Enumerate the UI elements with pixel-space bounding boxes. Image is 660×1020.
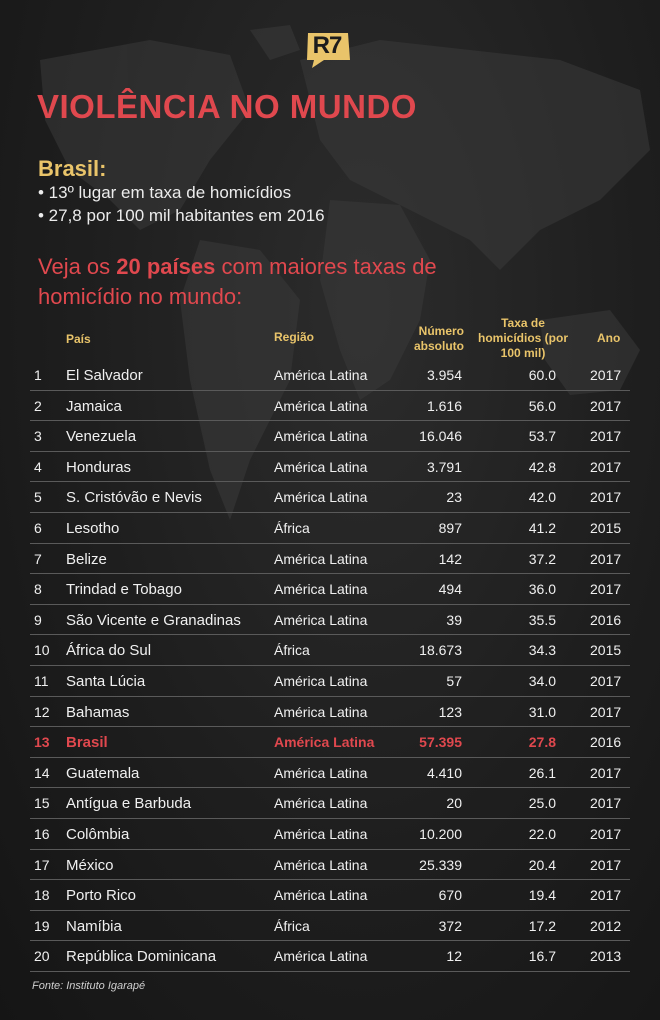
rank-cell: 2 — [34, 397, 42, 414]
year-cell: 2016 — [590, 734, 622, 751]
table-row — [30, 819, 630, 850]
absolute-cell: 372 — [438, 917, 462, 934]
rate-cell: 26.1 — [528, 764, 556, 781]
header-country: País — [66, 332, 91, 346]
country-cell: Colômbia — [66, 825, 130, 843]
region-cell: América Latina — [274, 672, 368, 689]
rate-cell: 60.0 — [528, 367, 556, 383]
absolute-cell: 39 — [446, 611, 462, 628]
rate-cell: 31.0 — [528, 703, 556, 720]
absolute-cell: 20 — [446, 795, 462, 812]
rate-cell: 42.0 — [528, 489, 556, 506]
country-cell: República Dominicana — [66, 948, 217, 966]
absolute-cell: 18.673 — [419, 642, 462, 659]
ranking-table — [30, 360, 630, 972]
table-row — [30, 850, 630, 881]
country-cell: Jamaica — [66, 397, 122, 415]
rate-cell: 22.0 — [528, 825, 556, 842]
table-row — [30, 727, 630, 758]
table-row — [30, 666, 630, 697]
rank-cell: 13 — [34, 734, 50, 751]
region-cell: América Latina — [274, 550, 368, 567]
country-cell: S. Cristóvão e Nevis — [66, 489, 202, 507]
region-cell: América Latina — [274, 458, 368, 475]
summary-bullet-rate: • 27,8 por 100 mil habitantes em 2016 — [38, 206, 325, 225]
table-row — [30, 391, 630, 422]
rate-cell: 53.7 — [528, 428, 556, 445]
intro-text — [38, 252, 478, 312]
absolute-cell: 3.791 — [426, 458, 462, 475]
header-absolute: Número absoluto — [414, 324, 464, 353]
table-row — [30, 635, 630, 666]
country-cell: Guatemala — [66, 764, 140, 782]
year-cell: 2017 — [590, 397, 622, 414]
absolute-cell: 23 — [446, 489, 462, 506]
intro-highlight: 20 países — [116, 254, 216, 279]
rate-cell: 27.8 — [528, 734, 556, 751]
year-cell: 2015 — [590, 642, 622, 659]
region-cell: América Latina — [274, 948, 368, 965]
rate-cell: 41.2 — [528, 519, 556, 536]
rank-cell: 5 — [34, 489, 42, 506]
year-cell: 2017 — [590, 795, 622, 812]
rank-cell: 12 — [34, 703, 50, 720]
rate-cell: 42.8 — [528, 458, 556, 475]
rate-cell: 34.3 — [528, 642, 556, 659]
year-cell: 2017 — [590, 887, 622, 904]
country-cell: Belize — [66, 550, 107, 568]
header-rate: Taxa de homicídios (por 100 mil) — [478, 316, 568, 360]
country-cell: Antígua e Barbuda — [66, 795, 192, 813]
region-cell: América Latina — [274, 825, 368, 842]
rank-cell: 15 — [34, 795, 50, 812]
region-cell: América Latina — [274, 795, 368, 812]
country-cell: Trindad e Tobago — [66, 581, 182, 599]
country-cell: Bahamas — [66, 703, 130, 721]
absolute-cell: 123 — [438, 703, 462, 720]
year-cell: 2017 — [590, 428, 622, 445]
table-row — [30, 452, 630, 483]
rate-cell: 35.5 — [528, 611, 556, 628]
table-row — [30, 605, 630, 636]
country-cell: Venezuela — [66, 428, 137, 446]
region-cell: América Latina — [274, 734, 375, 751]
intro-prefix: Veja os — [38, 254, 117, 279]
year-cell: 2017 — [590, 458, 622, 475]
rate-cell: 25.0 — [528, 795, 556, 812]
rank-cell: 6 — [34, 519, 42, 536]
rank-cell: 10 — [34, 642, 50, 659]
year-cell: 2017 — [590, 672, 622, 689]
table-row — [30, 758, 630, 789]
source-note: Fonte: Instituto Igarapé — [32, 980, 146, 992]
intro-suffix: com maiores taxas de homicídio no mundo: — [38, 254, 437, 309]
table-row — [30, 574, 630, 605]
year-cell: 2017 — [590, 550, 622, 567]
country-cell: Santa Lúcia — [66, 672, 146, 690]
region-cell: África — [274, 519, 310, 536]
absolute-cell: 494 — [438, 581, 462, 598]
table-row — [30, 544, 630, 575]
rank-cell: 17 — [34, 856, 50, 873]
country-cell: Brasil — [66, 734, 108, 752]
region-cell: América Latina — [274, 489, 368, 506]
rank-cell: 19 — [34, 917, 50, 934]
rank-cell: 9 — [34, 611, 42, 628]
rank-cell: 11 — [34, 672, 49, 689]
table-row — [30, 482, 630, 513]
table-row — [30, 360, 630, 391]
summary-bullet-rank: • 13º lugar em taxa de homicídios — [38, 183, 292, 202]
region-cell: América Latina — [274, 581, 368, 598]
rank-cell: 4 — [34, 458, 42, 475]
table-row — [30, 911, 630, 942]
year-cell: 2017 — [590, 825, 622, 842]
region-cell: América Latina — [274, 611, 368, 628]
absolute-cell: 16.046 — [419, 428, 462, 445]
year-cell: 2017 — [590, 367, 622, 383]
region-cell: África — [274, 917, 310, 934]
header-region: Região — [274, 330, 315, 344]
absolute-cell: 57 — [446, 672, 462, 689]
country-cell: El Salvador — [66, 367, 143, 384]
year-cell: 2017 — [590, 581, 622, 598]
table-row — [30, 788, 630, 819]
year-cell: 2017 — [590, 703, 622, 720]
table-row — [30, 513, 630, 544]
region-cell: América Latina — [274, 428, 368, 445]
region-cell: América Latina — [274, 397, 368, 414]
page-title: VIOLÊNCIA NO MUNDO — [37, 88, 417, 125]
rate-cell: 19.4 — [528, 887, 556, 904]
country-cell: México — [66, 856, 114, 874]
rate-cell: 37.2 — [528, 550, 556, 567]
country-cell: Porto Rico — [66, 887, 137, 905]
table-row — [30, 880, 630, 911]
absolute-cell: 670 — [438, 887, 462, 904]
country-cell: África do Sul — [66, 642, 152, 660]
absolute-cell: 12 — [446, 948, 462, 965]
country-cell: Lesotho — [66, 519, 120, 537]
rate-cell: 16.7 — [528, 948, 556, 965]
rank-cell: 3 — [34, 428, 42, 445]
rate-cell: 36.0 — [528, 581, 556, 598]
absolute-cell: 10.200 — [419, 825, 462, 842]
absolute-cell: 1.616 — [426, 397, 462, 414]
absolute-cell: 142 — [438, 550, 462, 567]
rate-cell: 56.0 — [528, 397, 556, 414]
logo-text: R7 — [312, 32, 342, 59]
summary-heading: Brasil: — [38, 156, 107, 181]
absolute-cell: 25.339 — [419, 856, 462, 873]
rate-cell: 20.4 — [528, 856, 556, 873]
rank-cell: 18 — [34, 887, 50, 904]
table-row — [30, 421, 630, 452]
absolute-cell: 4.410 — [426, 764, 462, 781]
country-cell: São Vicente e Granadinas — [66, 611, 241, 629]
region-cell: América Latina — [274, 764, 368, 781]
rank-cell: 8 — [34, 581, 42, 598]
table-row — [30, 697, 630, 728]
region-cell: África — [274, 642, 310, 659]
rate-cell: 17.2 — [528, 917, 556, 934]
rate-cell: 34.0 — [528, 672, 556, 689]
year-cell: 2013 — [590, 948, 622, 965]
country-cell: Honduras — [66, 458, 132, 476]
rank-cell: 20 — [34, 948, 50, 965]
year-cell: 2017 — [590, 856, 622, 873]
year-cell: 2017 — [590, 489, 622, 506]
rank-cell: 16 — [34, 825, 50, 842]
region-cell: América Latina — [274, 887, 368, 904]
table-row — [30, 941, 630, 972]
year-cell: 2015 — [590, 519, 622, 536]
absolute-cell: 897 — [438, 519, 462, 536]
rank-cell: 7 — [34, 550, 42, 567]
year-cell: 2012 — [590, 917, 622, 934]
header-year: Ano — [597, 331, 621, 345]
region-cell: América Latina — [274, 856, 368, 873]
absolute-cell: 3.954 — [426, 367, 462, 383]
region-cell: América Latina — [274, 703, 368, 720]
rank-cell: 1 — [34, 367, 42, 383]
region-cell: América Latina — [274, 367, 368, 383]
year-cell: 2017 — [590, 764, 622, 781]
rank-cell: 14 — [34, 764, 50, 781]
year-cell: 2016 — [590, 611, 622, 628]
absolute-cell: 57.395 — [419, 734, 462, 751]
country-cell: Namíbia — [66, 917, 122, 935]
